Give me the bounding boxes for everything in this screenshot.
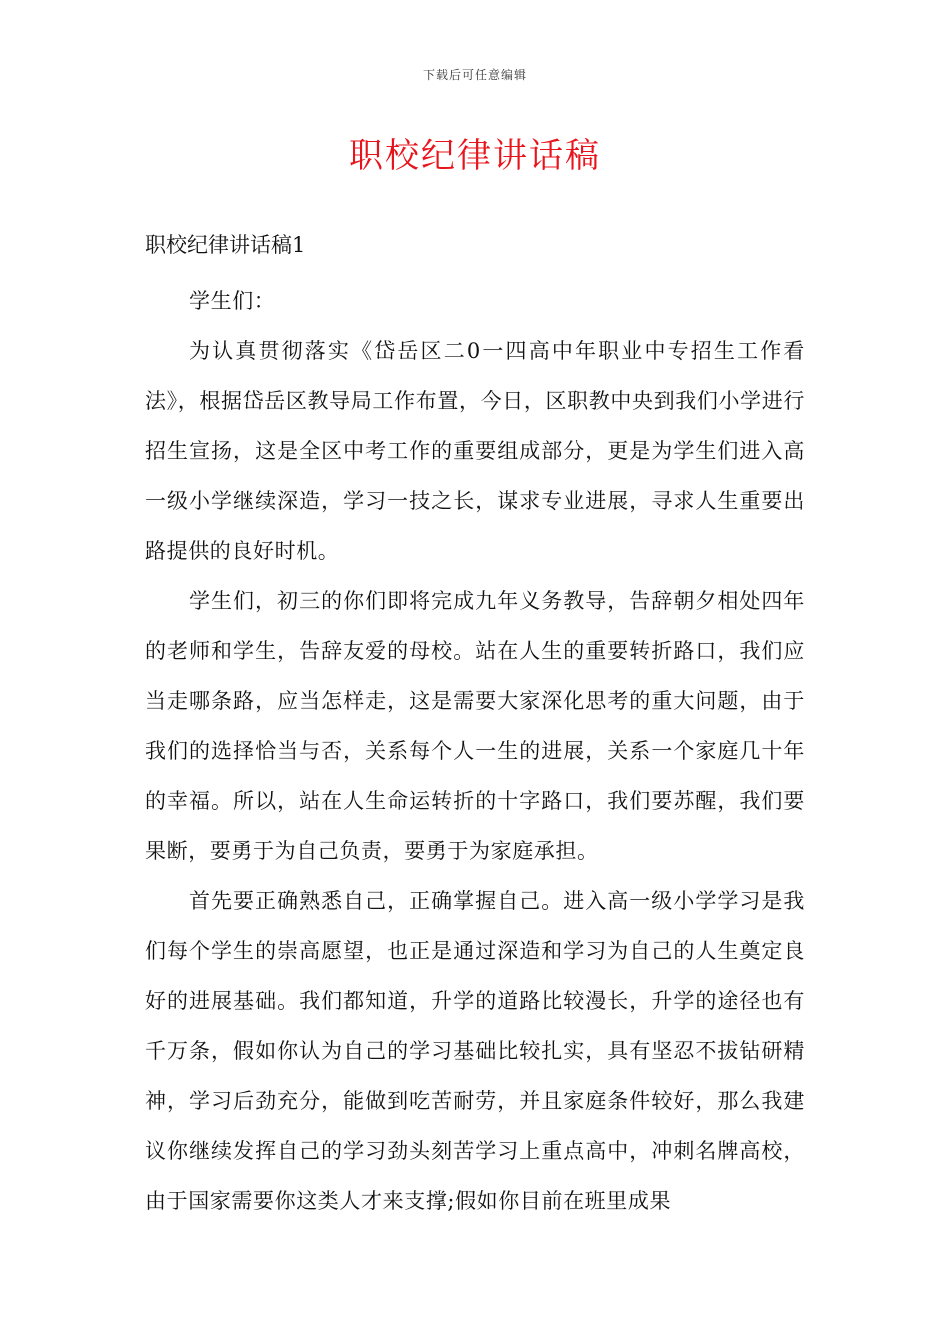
body-paragraph: 为认真贯彻落实《岱岳区二0一四高中年职业中专招生工作看法》，根据岱岳区教导局工作布置，今日，区职教中央到我们小学进行招生宣扬，这是全区中考工作的重要组成部分，更是为学生们进入高一级小学继续深造，学习一技之长，谋求专业进展，寻求人生重要出路提供的良好时机。: [145, 339, 805, 563]
section-heading: 职校纪律讲话稿1: [145, 233, 306, 257]
greeting-paragraph: 学生们：: [189, 289, 276, 313]
body-paragraph: 首先要正确熟悉自己，正确掌握自己。进入高一级小学学习是我们每个学生的崇高愿望，也正是通过深造和学习为自己的人生奠定良好的进展基础。我们都知道，升学的道路比较漫长，升学的途径也有千万条，假如你认为自己的学习基础比较扎实，具有坚忍不拔钻研精神，学习后劲充分，能做到吃苦耐劳，并且家庭条件较好，那么我建议你继续发挥自己的学习劲头刻苦学习上重点高中，冲刺名牌高校，由于国家需要你这类人才来支撑;假如你目前在班里成果: [145, 889, 805, 1213]
header-note: 下载后可任意编辑: [422, 68, 527, 82]
body-paragraph: 学生们，初三的你们即将完成九年义务教导，告辞朝夕相处四年的老师和学生，告辞友爱的母校。站在人生的重要转折路口，我们应当走哪条路，应当怎样走，这是需要大家深化思考的重大问题，由于我们的选择恰当与否，关系每个人一生的进展，关系一个家庭几十年的幸福。所以，站在人生命运转折的十字路口，我们要苏醒，我们要果断，要勇于为自己负责，要勇于为家庭承担。: [145, 589, 805, 863]
document-title: 职校纪律讲话稿: [349, 136, 601, 176]
document-body: [145, 225, 805, 1226]
